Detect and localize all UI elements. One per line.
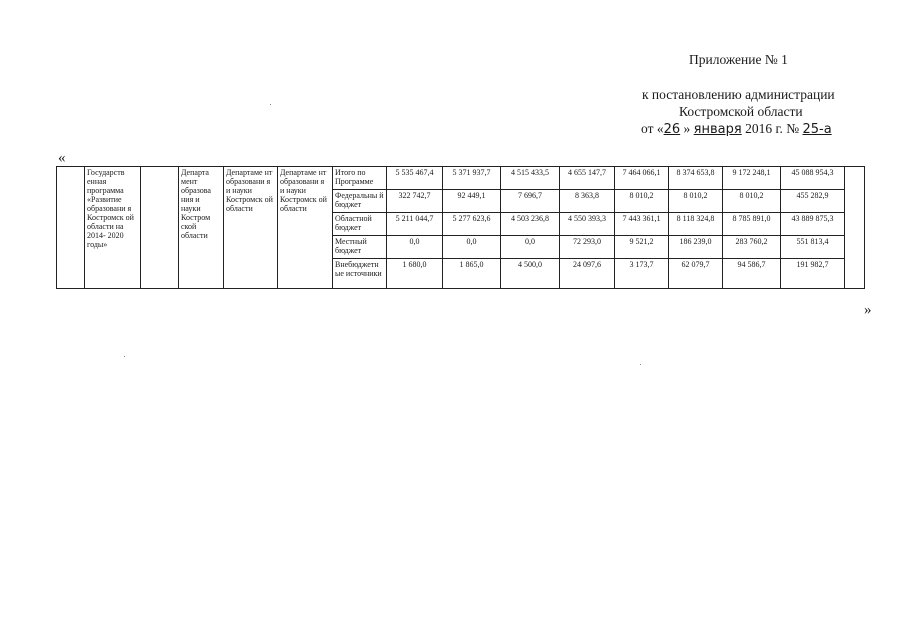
value-cell: 7 443 361,1 — [615, 213, 669, 236]
row-label: Итого по Программе — [333, 167, 387, 190]
value-cell: 5 371 937,7 — [443, 167, 501, 190]
scan-speck — [640, 364, 641, 365]
value-cell: 7 464 066,1 — [615, 167, 669, 190]
decree-number: 25-а — [802, 122, 832, 137]
table-row — [57, 167, 865, 190]
value-cell: 72 293,0 — [560, 236, 615, 259]
value-cell: 0,0 — [501, 236, 560, 259]
value-cell: 4 655 147,7 — [560, 167, 615, 190]
value-cell: 8 010,2 — [615, 190, 669, 213]
value-cell: 45 088 954,3 — [781, 167, 845, 190]
value-cell: 0,0 — [387, 236, 443, 259]
value-cell: 9 521,2 — [615, 236, 669, 259]
value-cell: 5 535 467,4 — [387, 167, 443, 190]
decree-date-line — [641, 121, 832, 137]
appendix-title: Приложение № 1 — [689, 52, 788, 67]
program-funding-table — [56, 166, 865, 289]
department-cell: Департаме нт образовани я и науки Костромск ой области — [224, 167, 278, 289]
value-cell: 551 813,4 — [781, 236, 845, 259]
value-cell: 8 010,2 — [723, 190, 781, 213]
row-label: Местный бюджет — [333, 236, 387, 259]
row-label: Внебюджетн ые источники — [333, 259, 387, 289]
scan-speck — [124, 356, 125, 357]
value-cell: 4 515 433,5 — [501, 167, 560, 190]
value-cell: 8 785 891,0 — [723, 213, 781, 236]
value-cell: 455 282,9 — [781, 190, 845, 213]
value-cell: 191 982,7 — [781, 259, 845, 289]
value-cell: 186 239,0 — [669, 236, 723, 259]
program-name-cell: Государств енная программа «Развитие образовани я Костромск ой области на 2014- 2020 годы» — [85, 167, 141, 289]
row-label: Областной бюджет — [333, 213, 387, 236]
value-cell: 8 374 653,8 — [669, 167, 723, 190]
value-cell: 92 449,1 — [443, 190, 501, 213]
value-cell: 4 500,0 — [501, 259, 560, 289]
decree-line-1: к постановлению администрации — [642, 87, 835, 102]
department-cell: Департа мент образова ния и науки Костром ской области — [179, 167, 224, 289]
row-label: Федеральны й бюджет — [333, 190, 387, 213]
value-cell: 24 097,6 — [560, 259, 615, 289]
value-cell: 43 889 875,3 — [781, 213, 845, 236]
value-cell: 8 118 324,8 — [669, 213, 723, 236]
open-quote: « — [58, 150, 66, 166]
empty-cell — [141, 167, 179, 289]
value-cell: 5 277 623,6 — [443, 213, 501, 236]
value-cell: 3 173,7 — [615, 259, 669, 289]
date-year: 2016 г. № — [745, 121, 800, 136]
department-cell: Департаме нт образовани я и науки Костромск ой области — [278, 167, 333, 289]
value-cell: 94 586,7 — [723, 259, 781, 289]
value-cell: 8 363,8 — [560, 190, 615, 213]
value-cell: 62 079,7 — [669, 259, 723, 289]
value-cell: 7 696,7 — [501, 190, 560, 213]
date-mid: » — [683, 121, 691, 136]
value-cell: 8 010,2 — [669, 190, 723, 213]
date-prefix: от « — [641, 121, 664, 136]
decree-line-2: Костромской области — [679, 104, 803, 119]
value-cell: 0,0 — [443, 236, 501, 259]
value-cell: 322 742,7 — [387, 190, 443, 213]
value-cell: 9 172 248,1 — [723, 167, 781, 190]
table-body — [57, 167, 865, 289]
date-month: января — [693, 122, 742, 137]
value-cell: 4 503 236,8 — [501, 213, 560, 236]
scan-speck — [270, 104, 271, 105]
empty-cell — [845, 167, 865, 289]
value-cell: 5 211 044,7 — [387, 213, 443, 236]
value-cell: 283 760,2 — [723, 236, 781, 259]
close-quote: » — [864, 302, 872, 318]
value-cell: 4 550 393,3 — [560, 213, 615, 236]
date-day: 26 — [663, 122, 681, 137]
value-cell: 1 680,0 — [387, 259, 443, 289]
empty-cell — [57, 167, 85, 289]
value-cell: 1 865,0 — [443, 259, 501, 289]
